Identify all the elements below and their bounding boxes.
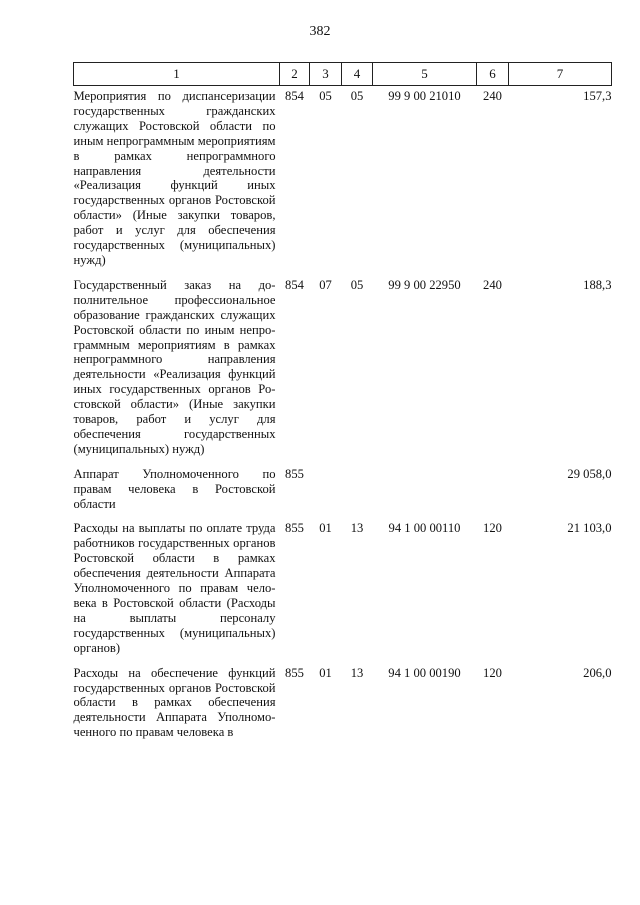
row-ministry-code: 854 (285, 277, 304, 292)
row-amount: 157,3 (583, 89, 612, 103)
header-row (74, 63, 612, 86)
row-expense-type: 240 (483, 89, 502, 103)
row-amount: 206,0 (583, 665, 612, 680)
page-number: 382 (309, 24, 331, 39)
row-section-code: 05 (319, 89, 332, 103)
row-expense-type: 120 (483, 521, 502, 536)
row-section-code: 01 (319, 521, 332, 536)
row-section-code (310, 457, 342, 512)
row-subsection-code: 13 (350, 521, 364, 536)
row-expense-type: 120 (483, 665, 502, 680)
budget-table (73, 62, 612, 740)
row-amount: 21 103,0 (567, 521, 612, 536)
table-row (74, 511, 612, 655)
row-description: Расходы на обеспечение функций государственных органов Ростовской области в рамках обеспечения деятельности Аппарата Уполномоченного по правам человека в (73, 665, 276, 740)
header-col-7: 7 (509, 63, 612, 86)
table-row (74, 656, 612, 741)
row-subsection-code: 05 (350, 277, 364, 292)
row-section-code: 01 (319, 665, 332, 680)
row-ministry-code: 855 (285, 665, 304, 680)
row-subsection-code (342, 457, 373, 512)
header-col-2: 2 (280, 63, 310, 86)
table-row (74, 268, 612, 457)
header-col-3: 3 (310, 63, 342, 86)
header-col-4: 4 (342, 63, 373, 86)
row-section-code: 07 (319, 277, 332, 292)
header-col-5: 5 (373, 63, 477, 86)
row-ministry-code: 855 (285, 466, 304, 481)
row-description: Расходы на выплаты по оплате труда работников государственных органов Ростовской области в рамках обеспечения деятельности Аппарата Уполномоченного по правам человека в Ростовской области (Расходы на выплаты персоналу государственных (муниципальных) органов) (73, 521, 276, 655)
row-ministry-code: 854 (285, 89, 304, 103)
row-subsection-code: 05 (350, 89, 364, 103)
row-expense-type: 240 (483, 277, 502, 292)
row-description: Аппарат Уполномоченного по правам человека в Ростовской области (73, 466, 276, 511)
header-col-1: 1 (74, 63, 280, 86)
row-ministry-code: 855 (285, 521, 304, 536)
table-row (74, 86, 612, 268)
row-expense-type (477, 457, 509, 512)
row-target-code: 99 9 00 22950 (388, 277, 461, 292)
row-amount: 29 058,0 (567, 466, 612, 481)
row-target-code (373, 457, 477, 512)
header-col-6: 6 (477, 63, 509, 86)
row-amount: 188,3 (583, 277, 612, 292)
table-row (74, 457, 612, 512)
row-description: Мероприятия по диспансеризации государственных гражданских служащих Ростовской области по иным непрограммным мероприятиям в рамках непрограммного направления деятельности «Реализация функций иных государственных органов Ростовской области» (Иные закупки товаров, работ и услуг для обеспечения государственных (муниципальных) нужд) (73, 89, 276, 267)
row-target-code: 99 9 00 21010 (388, 89, 461, 103)
row-subsection-code: 13 (350, 665, 364, 680)
row-target-code: 94 1 00 00190 (388, 665, 461, 680)
row-target-code: 94 1 00 00110 (388, 521, 461, 536)
row-description: Государственный заказ на дополнительное профессиональное образование гражданских служащих Ростовской области по иным непрограммным мероприятиям в рамках непрограммного направления деятельности «Реализация функций иных государственных органов Ростовской области» (Иные закупки товаров, работ и услуг для обеспечения государственных (муниципальных) нужд) (73, 277, 276, 456)
